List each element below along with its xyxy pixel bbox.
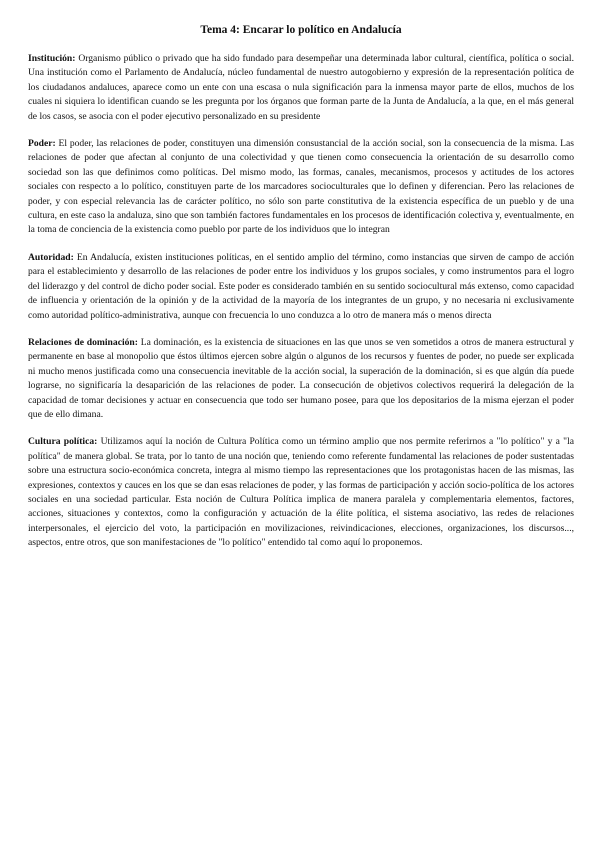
section-institucion — [28, 52, 574, 124]
section-term: Cultura política: — [28, 436, 98, 448]
section-poder — [28, 137, 574, 238]
section-term: Poder: — [28, 138, 56, 150]
section-text: En Andalucía, existen instituciones políticas, en el sentido amplio del término, como instancias que sirven de campo de acción para el establecimiento y desarrollo de las relaciones de poder entre los individuos y los grupos sociales, y como instrumentos para el logro del liderazgo y del control de dicho poder social. Este poder es considerado también en su sentido sociocultural más extenso, como capacidad de influencia y orientación de la opinión y de la actividad de la mayoría de los integrantes de un grupo, y no necesaria ni exclusivamente como autoridad político-administrativa, aunque con frecuencia lo uno conduzca a lo otro de manera más o menos directa — [28, 251, 574, 321]
section-cultura-politica — [28, 435, 574, 550]
section-text: El poder, las relaciones de poder, constituyen una dimensión consustancial de la acción social, son la consecuencia de la misma. Las relaciones de poder que afectan al conjunto de una colectividad y que tienen como consecuencia la orientación de su desarrollo como sociedad son las que definimos como políticas. Del mismo modo, las formas, canales, mecanismos, procesos y actitudes de los actores sociales con respecto a lo político, constituyen parte de los marcadores socioculturales que lo definen y diferencian. Pero las relaciones de poder, y con especial relevancia las de carácter político, no sólo son parte constitutiva de la existencia específica de un pueblo y de una cultura, en este caso la andaluza, sino que son también factores fundamentales en los procesos de identificación colectiva y, eventualmente, en la toma de conciencia de la existencia como pueblo por parte de los individuos que lo integran — [28, 138, 575, 236]
section-term: Institución: — [28, 53, 76, 64]
section-text: La dominación, es la existencia de situaciones en las que unos se ven sometidos a otros de manera estructural y permanente en base al monopolio que éstos últimos ejercen sobre algún o algunos de los recursos y fuentes de poder, no puede ser explicada ni mucho menos justificada como una consecuencia inevitable de la acción social, la superación de la dominación, si es que algún día puede lograrse, no significaría la desaparición de las relaciones de poder. La consecución de objetivos colectivos requerirá la delegación de la capacidad de tomar decisiones y actuar en consecuencia que todo ser humano posee, para que los depositarios de la misma ejerzan el poder que de ello dimana. — [28, 336, 574, 420]
section-text: Utilizamos aquí la noción de Cultura Política como un término amplio que nos permite referirnos a "lo político" y a "la política" de manera global. Se trata, por lo tanto de una noción que, teniendo como referente fundamental las relaciones de poder sustentadas sobre una estructura socio-económica concreta, integra al mismo tiempo las representaciones que los protagonistas hacen de las mismas, las expresiones, contextos y cauces en los que se dan esas relaciones de poder, y las formas de participación y acción socio-política de los actores sociales en una sociedad particular. Esta noción de Cultura Política implica de manera paralela y complementaria elementos, factores, acciones, situaciones y contextos, como la configuración y actuación de la élite política, el sistema asociativo, las redes de relaciones interpersonales, el ejercicio del voto, la participación en movilizaciones, reivindicaciones, elecciones, organizaciones, los discursos..., aspectos, entre otros, que son manifestaciones de "lo político" entendido tal como aquí lo proponemos. — [28, 436, 574, 549]
document-title: Tema 4: Encarar lo político en Andalucía — [200, 24, 402, 36]
section-text: Organismo público o privado que ha sido fundado para desempeñar una determinada labor cultural, científica, política o social. Una institución como el Parlamento de Andalucía, núcleo fundamental de nuestro autogobierno y expresión de la representación política de los ciudadanos andaluces, aparece como un ente con una escasa o nula significación para la inmensa mayor parte de ellos, muchos de los cuales ni siquiera lo identifican cuando se les pregunta por los órganos que forman parte de la Junta de Andalucía, a la que, en el más general de los casos, se asocia con el poder ejecutivo personalizado en su presidente — [28, 53, 574, 122]
section-term: Relaciones de dominación: — [28, 336, 138, 348]
section-autoridad — [28, 251, 574, 323]
section-relaciones-dominacion — [28, 336, 574, 422]
section-term: Autoridad: — [28, 251, 74, 263]
